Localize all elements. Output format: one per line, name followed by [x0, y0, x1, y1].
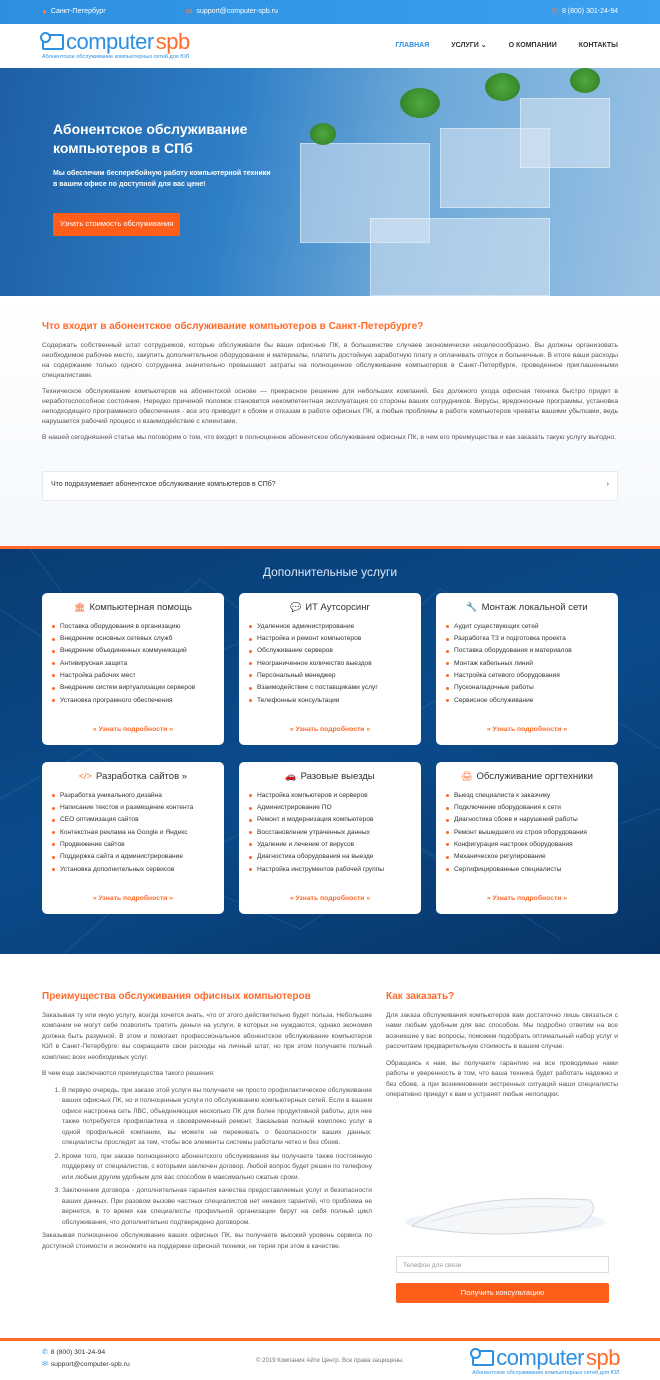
- service-card: [42, 762, 224, 914]
- service-item: Аудит существующих сетей: [446, 621, 608, 633]
- service-item: Настройка рабочих мест: [52, 670, 214, 682]
- learn-more-link[interactable]: » Узнать подробности »: [486, 895, 568, 903]
- service-item: Сертифицированные специалисты: [446, 864, 608, 876]
- logo-word-spb: spb: [586, 1345, 620, 1370]
- order-paragraph: Для заказа обслуживания компьютеров вам достаточно лишь связаться с нами любым удобным для вас способом. Мы подробно ответим на все возникшие у вас вопросы, поможем подобрать оптимальный набор услуг и рассчитаем предварительную стоимость в вашем случае.: [386, 1011, 618, 1050]
- service-item: Диагностика сбоев и нарушений работы: [446, 814, 608, 826]
- phone-link[interactable]: 8 (800) 301-24-94: [561, 7, 618, 15]
- top-bar: [0, 0, 660, 24]
- service-card-title-text: Обслуживание оргтехники: [476, 771, 593, 782]
- service-item: Удаленное администрирование: [249, 621, 411, 633]
- nav-item-home[interactable]: ГЛАВНАЯ: [395, 41, 430, 49]
- service-item: Телефонные консультации: [249, 695, 411, 707]
- header: [0, 24, 660, 68]
- service-item: Администрирование ПО: [249, 802, 411, 814]
- service-item: Диагностика оборудования на выезде: [249, 851, 411, 863]
- service-item: Восстановление утраченных данных: [249, 827, 411, 839]
- service-card-title: [446, 601, 608, 615]
- advantages-title: Преимущества обслуживания офисных компьютеров: [42, 991, 311, 1002]
- service-item: Поддержка сайта и администрирование: [52, 851, 214, 863]
- advantages-list: [42, 1086, 372, 1229]
- service-card-title-text: Монтаж локальной сети: [481, 602, 588, 613]
- logo-word-computer: computer: [496, 1345, 585, 1370]
- service-item: Внедрение систем виртуализации серверов: [52, 682, 214, 694]
- service-item: Настройка инструментов рабочей группы: [249, 864, 411, 876]
- email-info[interactable]: [186, 6, 278, 18]
- service-card: [436, 593, 618, 745]
- service-item: Взаимодействие с поставщиками услуг: [249, 682, 411, 694]
- envelope-icon: ✉: [42, 1361, 48, 1368]
- service-card-title: [52, 601, 214, 615]
- advantages-paragraph: В чем еще заключаются преимущества такого решения:: [42, 1070, 215, 1077]
- service-item: Продвижение сайтов: [52, 839, 214, 851]
- office-photo: [270, 68, 660, 296]
- faq-accordion[interactable]: [42, 471, 618, 501]
- logo-tagline: Абонентское обслуживание компьютерных сетей для ЮЛ: [42, 53, 190, 60]
- car-icon: 🚗: [285, 771, 297, 782]
- service-item: Выезд специалиста к заказчику: [446, 790, 608, 802]
- service-item: Обслуживание серверов: [249, 645, 411, 657]
- intro-section: [0, 296, 660, 551]
- hero-subtitle: Мы обеспечим бесперебойную работу компьютерной техники в вашем офисе по доступной для вас цене!: [53, 170, 271, 188]
- service-list: [446, 790, 608, 876]
- get-consultation-button[interactable]: Получить консультацию: [396, 1283, 609, 1303]
- service-card: [42, 593, 224, 745]
- intro-paragraph: В нашей сегодняшней статье мы поговорим о том, что входит в полноценное абонентское обслуживание офисных ПК, в чем его преимущества и как заказать такую услугу выгодно.: [42, 433, 617, 441]
- nav-item-about[interactable]: О КОМПАНИИ: [508, 41, 557, 49]
- service-list: [446, 621, 608, 707]
- services-section: [0, 546, 660, 954]
- service-item: СЕО оптимизация сайтов: [52, 814, 214, 826]
- main-nav: [395, 41, 618, 51]
- service-card: [436, 762, 618, 914]
- service-card-title: [446, 770, 608, 784]
- service-item: Монтаж кабельных линий: [446, 658, 608, 670]
- logo-word-computer: computer: [66, 28, 154, 54]
- intro-paragraph: Техническое обслуживание компьютеров на абонентской основе — прекрасное решение для небольших компаний. Без должного ухода офисная техника быстро придет в неработоспособное состояние. Нередко причиной поломок становится некомпетентная эксплуатация со стороны ваших сотрудников. Вирусы, вредоносные программы, установка неподходящего программного обеспечения - все это приводит к сбоям и отказам в работе офисных ПК, а любые проблемы в работе компьютеров чреваты вашими убытками, ведь нарушается рабочий процесс и взаимодействие с клиентами.: [42, 387, 618, 425]
- logo-word-spb: spb: [155, 28, 190, 54]
- phone-icon: ✆: [42, 1349, 48, 1356]
- learn-more-link[interactable]: » Узнать подробности »: [289, 726, 371, 734]
- location-pin-icon: ●: [42, 7, 47, 17]
- service-item: Внедрение объединенных коммуникаций: [52, 645, 214, 657]
- hero-cta-button[interactable]: Узнать стоимость обслуживания: [53, 213, 180, 236]
- order-paragraph: Обращаясь к нам, вы получаете гарантию на все проводимые нами работы и уверенность в том, что ваша техника будет работать надежно и без сбоев, а при возникновении экстренных ситуаций наши специалисты оперативно приедут к вам и устранят любые неполадки.: [386, 1059, 618, 1098]
- phone-input[interactable]: [396, 1256, 609, 1273]
- service-card-title-text: Разовые выезды: [300, 771, 375, 782]
- service-list: [52, 621, 214, 707]
- service-item: Внедрение основных сетевых служб: [52, 633, 214, 645]
- service-item: Неограниченное количество выездов: [249, 658, 411, 670]
- monitor-logo-icon: [472, 1350, 494, 1366]
- service-item: Настройка и ремонт компьютеров: [249, 633, 411, 645]
- service-item: Разработка уникального дизайна: [52, 790, 214, 802]
- service-item: Установка дополнительных сервисов: [52, 864, 214, 876]
- service-item: Конфигурация настроек оборудования: [446, 839, 608, 851]
- hero-title: Абонентское обслуживание компьютеров в СПб: [53, 121, 248, 156]
- service-list: [249, 790, 411, 876]
- city-text: Санкт-Петербург: [50, 7, 106, 15]
- email-link[interactable]: support@computer-spb.ru: [196, 7, 278, 15]
- footer-logo[interactable]: [472, 1347, 620, 1378]
- service-item: Пусконаладочные работы: [446, 682, 608, 694]
- service-item: Антивирусная защита: [52, 658, 214, 670]
- chat-icon: 💬: [290, 602, 302, 613]
- monitor-logo-icon: [42, 34, 64, 50]
- footer: [0, 1338, 660, 1380]
- learn-more-link[interactable]: » Узнать подробности »: [289, 895, 371, 903]
- service-item: Сервисное обслуживание: [446, 695, 608, 707]
- service-list: [52, 790, 214, 876]
- service-item: Персональный менеджер: [249, 670, 411, 682]
- service-item: Ремонт вышедшего из строя оборудования: [446, 827, 608, 839]
- wrench-icon: 🔧: [466, 602, 478, 613]
- service-list: [249, 621, 411, 707]
- service-card-title-text: Разработка сайтов »: [95, 771, 188, 782]
- list-item: 1. В первую очередь, при заказе этой услуги вы получаете не просто профилактическое обслуживание ваших офисных ПК, но и полноценные услуги по обслуживанию компьютерных сетей. Если в вашем офисе настроена сеть ЛВС, объединяющая несколько ПК для более продуктивной работы, для нее также потребуется профилактика и своевременный ремонт. Заказывая полный комплекс услуг в одной профильной компании, вы можете не переживать о безопасности ваших данных: специалисты проследят за тем, чтобы все элементы системы работали четко и без сбоев.: [62, 1086, 372, 1149]
- order-title: Как заказать?: [386, 991, 455, 1002]
- list-item: 2. Кроме того, при заказе полноценного абонентского обслуживания вы получаете также постоянную поддержку от специалистов, с которыми заключен договор. Любой вопрос будет решен по телефону или любым другим удобным для вас способом в максимально сжатые сроки.: [62, 1152, 372, 1184]
- service-card-title: [52, 770, 214, 784]
- intro-paragraph: Содержать собственный штат сотрудников, которые обслуживали бы ваши офисные ПК, в большинстве случаев экономически нецелесообразно. Вы должны организовать необходимое рабочее место, закупить дополнительное оборудование и материалы, платить достойную заработную плату и оплачивать отпуск и больничные. В итоге ваши расходы на содержание только одного сотрудника значительно превышают затраты на полноценное обслуживание компьютеров в Санкт-Петербурге, проведенное приглашенными специалистами.: [42, 341, 618, 379]
- advantages-column: [42, 990, 372, 1258]
- hero-banner: [0, 68, 660, 296]
- footer-email[interactable]: support@computer-spb.ru: [50, 1361, 130, 1368]
- advantages-paragraph: Заказывая полноценное обслуживание ваших офисных ПК, вы получаете высокий уровень сервиса по доступной стоимости и экономите на поддержке офисной техники, не теряя при этом в качестве.: [42, 1232, 372, 1250]
- footer-phone[interactable]: 8 (800) 301-24-94: [50, 1349, 106, 1356]
- order-column: [386, 990, 618, 1107]
- printer-icon: 🖨: [461, 771, 473, 782]
- service-card-title-text: Компьютерная помощь: [89, 602, 192, 613]
- service-card-title-text: ИТ Аутсорсинг: [305, 602, 370, 613]
- service-card: [239, 593, 421, 745]
- service-item: Разработка ТЗ и подготовка проекта: [446, 633, 608, 645]
- mouse-image: [400, 1182, 610, 1248]
- service-item: Удаление и лечение от вирусов: [249, 839, 411, 851]
- service-item: Подключение оборудования к сети: [446, 802, 608, 814]
- service-item: Механическое регулирование: [446, 851, 608, 863]
- service-item: Контекстная реклама на Google и Яндекс: [52, 827, 214, 839]
- copyright: © 2019 Компания Айти Центр. Все права защищены.: [256, 1358, 404, 1364]
- accordion-title: Что подразумевает абонентское обслуживание компьютеров в СПб?: [51, 481, 276, 489]
- intro-title: Что входит в абонентское обслуживание компьютеров в Санкт-Петербурге?: [42, 321, 424, 332]
- service-item: Настройка компьютеров и серверов: [249, 790, 411, 802]
- nav-item-contacts[interactable]: КОНТАКТЫ: [578, 41, 618, 49]
- envelope-icon: ✉: [185, 7, 193, 17]
- service-item: Установка програмного обеспечения: [52, 695, 214, 707]
- service-item: Поставка оборудования в организацию: [52, 621, 214, 633]
- learn-more-link[interactable]: » Узнать подробности »: [92, 895, 174, 903]
- list-item: 3. Заключение договора - дополнительная гарантия качества предоставляемых услуг и безопасности ваших данных. При разовом вызове частных специалистов нет никаких гарантий, что проблема не вернется, в то время как специалисты профильной организации берут на себя полный цикл обслуживания, что дополнительно подтверждено договором.: [62, 1186, 372, 1228]
- learn-more-link[interactable]: » Узнать подробности »: [92, 726, 174, 734]
- service-card-title: [249, 601, 411, 615]
- phone-icon: ✆: [551, 7, 558, 17]
- city-info: [42, 6, 106, 18]
- phone-info[interactable]: [551, 6, 618, 18]
- learn-more-link[interactable]: » Узнать подробности »: [486, 726, 568, 734]
- service-item: Настройка сетевого оборудования: [446, 670, 608, 682]
- service-card: [239, 762, 421, 914]
- phone-input-placeholder: Телефон для связи: [403, 1262, 462, 1269]
- service-item: Написание текстов и размещение контента: [52, 802, 214, 814]
- logo[interactable]: [42, 28, 190, 62]
- advantages-paragraph: Заказывая ту или иную услугу, всегда хочется знать, что от этого действительно будет польза. Небольшие компании не могут себе позволить тратить деньги на услуги, в которых не нуждаются, однако экономия должна быть разумной. В этом и помогает профессиональное абонентское обслуживание компьютеров ЮЛ в Санкт-Петербурге: вы сокращаете свои расходы на личный штат, но при этом получаете полный комплекс всех необходимых услуг.: [42, 1011, 372, 1061]
- chevron-right-icon: ›: [606, 481, 609, 489]
- service-item: Ремонт и модернизация компьютеров: [249, 814, 411, 826]
- service-item: Поставка оборудования и материалов: [446, 645, 608, 657]
- nav-item-services[interactable]: УСЛУГИ ⌄: [451, 41, 487, 49]
- logo-tagline: Абонентское обслуживание компьютерных сетей для ЮЛ: [472, 1370, 620, 1376]
- services-title: Дополнительные услуги: [262, 565, 398, 579]
- code-icon: </>: [78, 771, 92, 782]
- service-card-title: [249, 770, 411, 784]
- bank-icon: 🏛: [74, 602, 86, 613]
- advantages-section: [0, 954, 660, 1338]
